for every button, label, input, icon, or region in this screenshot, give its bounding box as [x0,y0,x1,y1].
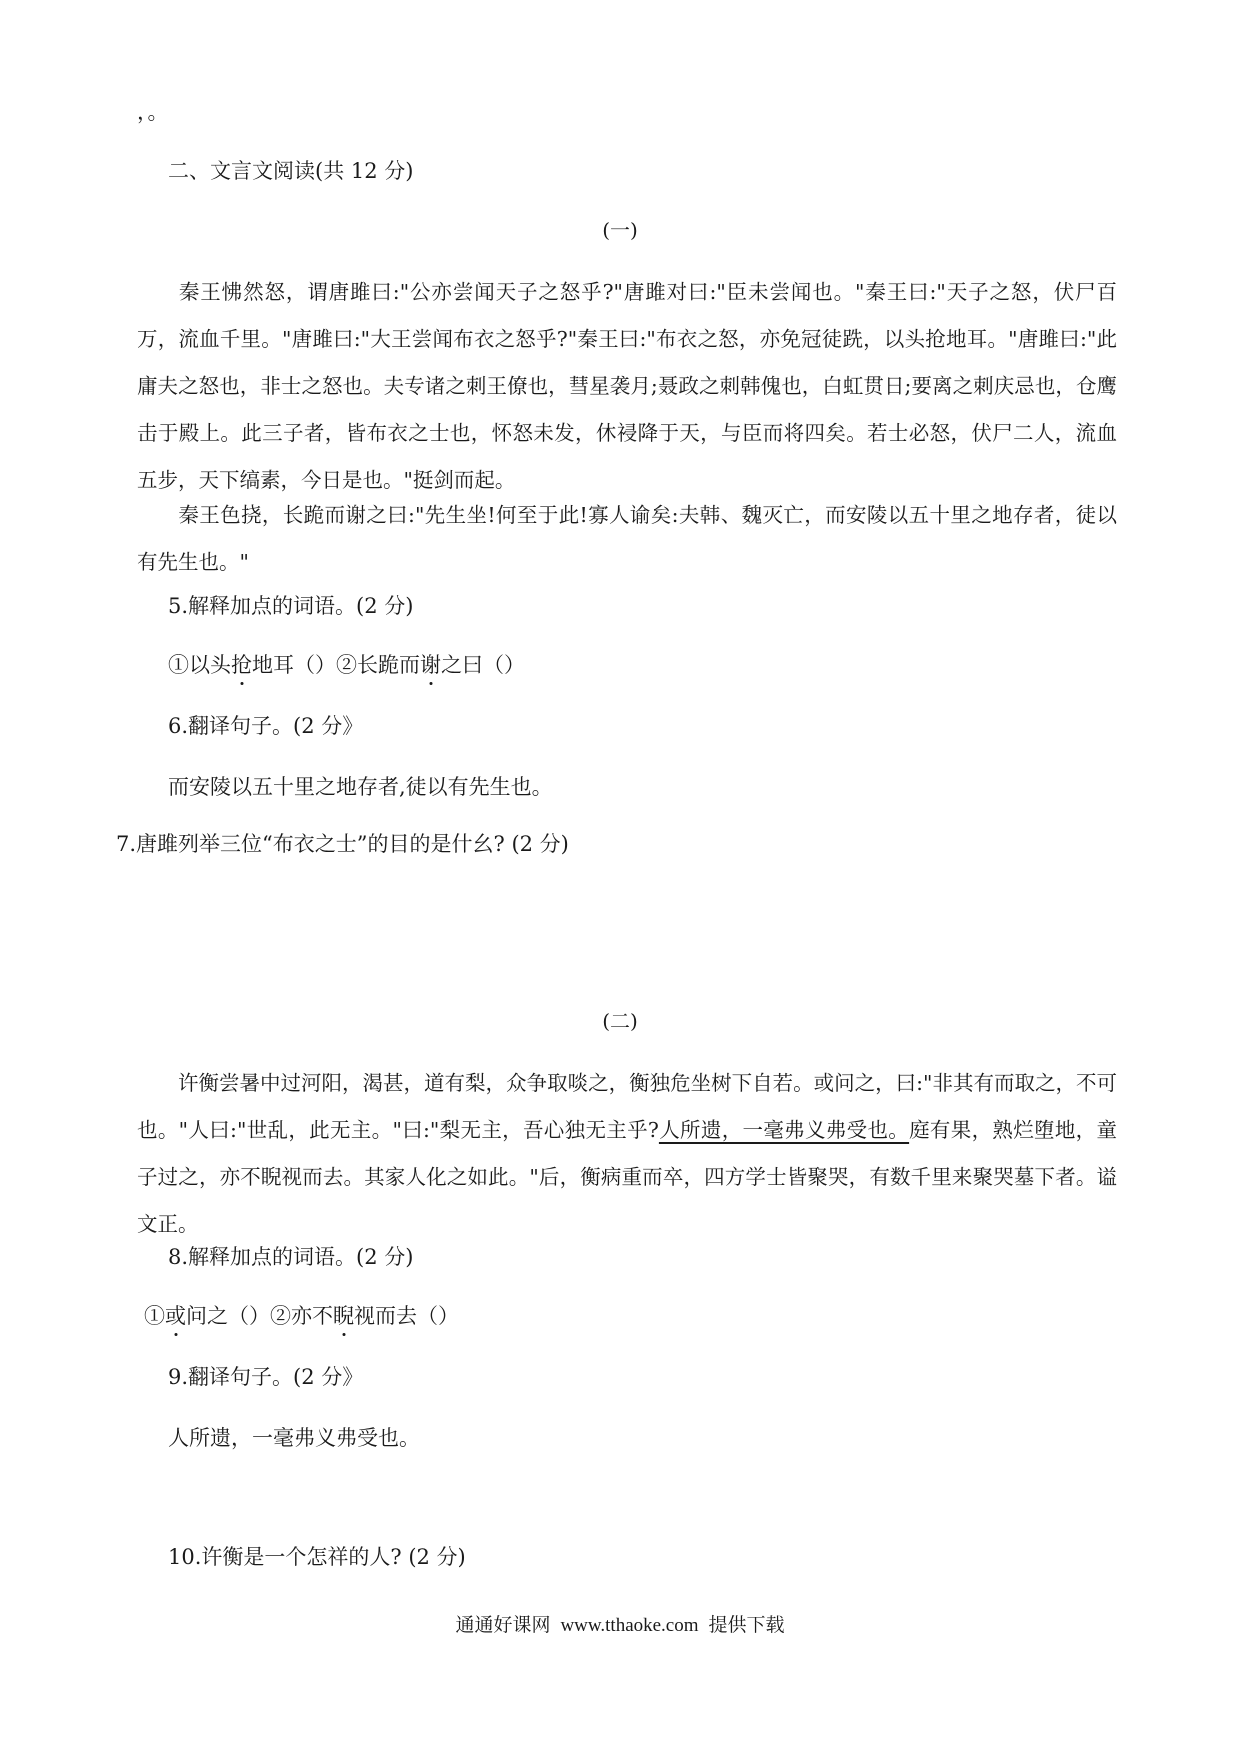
question-5-items [168,651,525,679]
part2-heading: (二) [602,1009,638,1033]
q8-item-a-pre: ① [144,1304,165,1328]
question-6-sentence: 而安陵以五十里之地存者,徒以有先生也。 [168,775,553,799]
part1-passage [137,269,1117,504]
question-5: 5.解释加点的词语。(2 分) [168,594,414,618]
part2-passage-pre: 许衡尝暑中过河阳，渴甚，道有梨，众争取啖之，衡独危坐树下自若。或问之，曰:"非其有而取之，不可也。"人曰:"世乱，此无主。"曰:"梨无主，吾心独无主乎? [137,1071,1117,1142]
part1-passage-text: 秦王怫然怒，谓唐雎曰:"公亦尝闻天子之怒乎?"唐雎对曰:"臣未尝闻也。"秦王曰:"天子之怒，伏尸百万，流血千里。"唐雎曰:"大王尝闻布衣之怒乎?"秦王曰:"布衣之怒，亦免冠徒跣，以头抢地耳。"唐雎曰:"此庸夫之怒也，非士之怒也。夫专诸之刺王僚也，彗星袭月;聂政之刺韩傀也，白虹贯日;要离之刺庆忌也，仓鹰击于殿上。此三子者，皆布衣之士也，怀怒未发，休祲降于天，与臣而将四矣。若士必怒，伏尸二人，流血五步，天下缟素，今日是也。"挺剑而起。 [137,280,1117,492]
q8-item-b-post: 视而去（） [354,1304,459,1328]
question-6: 6.翻译句子。(2 分》 [168,714,364,738]
page-footer [0,1610,1240,1637]
part2-passage [137,1060,1117,1248]
q8-item-a-post: 问之（）②亦不 [186,1304,333,1328]
question-9: 9.翻译句子。(2 分》 [168,1365,364,1389]
q5-item-a-pre: ①以头 [168,653,231,677]
question-8-items [144,1302,459,1330]
q8-dotted-word-1: 或 [165,1304,186,1328]
top-mark: ，。 [137,100,169,124]
q5-item-b-post: 之曰（） [441,653,525,677]
part2-passage-post: 庭有果，熟烂堕地，童子过之，亦不睨视而去。其家人化之如此。"后，衡病重而卒，四方学士皆聚哭，有数千里来聚哭墓下者。谥文正。 [137,1118,1118,1236]
question-8: 8.解释加点的词语。(2 分) [168,1245,414,1269]
footer-site: 通通好课网 [455,1614,551,1636]
q5-dotted-word-2: 谢 [420,653,441,677]
part2-underlined-sentence: 人所遗，一毫弗义弗受也。 [658,1118,910,1142]
question-10: 10.许衡是一个怎祥的人? (2 分) [168,1545,466,1569]
footer-url[interactable]: www.tthaoke.com [560,1615,699,1636]
part1-heading: (一) [602,218,638,242]
q8-dotted-word-2: 睨 [333,1304,354,1328]
question-9-sentence: 人所遗，一毫弗义弗受也。 [168,1426,420,1450]
q5-item-a-post: 地耳（）②长跪而 [252,653,420,677]
question-7: 7.唐雎列举三位“布衣之士”的目的是什幺? (2 分) [116,832,569,856]
part1-passage-2-text: 秦王色挠，长跪而谢之曰:"先生坐!何至于此!寡人谕矣:夫韩、魏灭亡，而安陵以五十里之地存者，徒以有先生也。" [137,503,1117,574]
q5-dotted-word-1: 抢 [231,653,252,677]
part1-passage-2 [137,492,1117,586]
footer-note: 提供下载 [708,1614,785,1636]
section-title: 二、文言文阅读(共 12 分) [168,159,414,183]
